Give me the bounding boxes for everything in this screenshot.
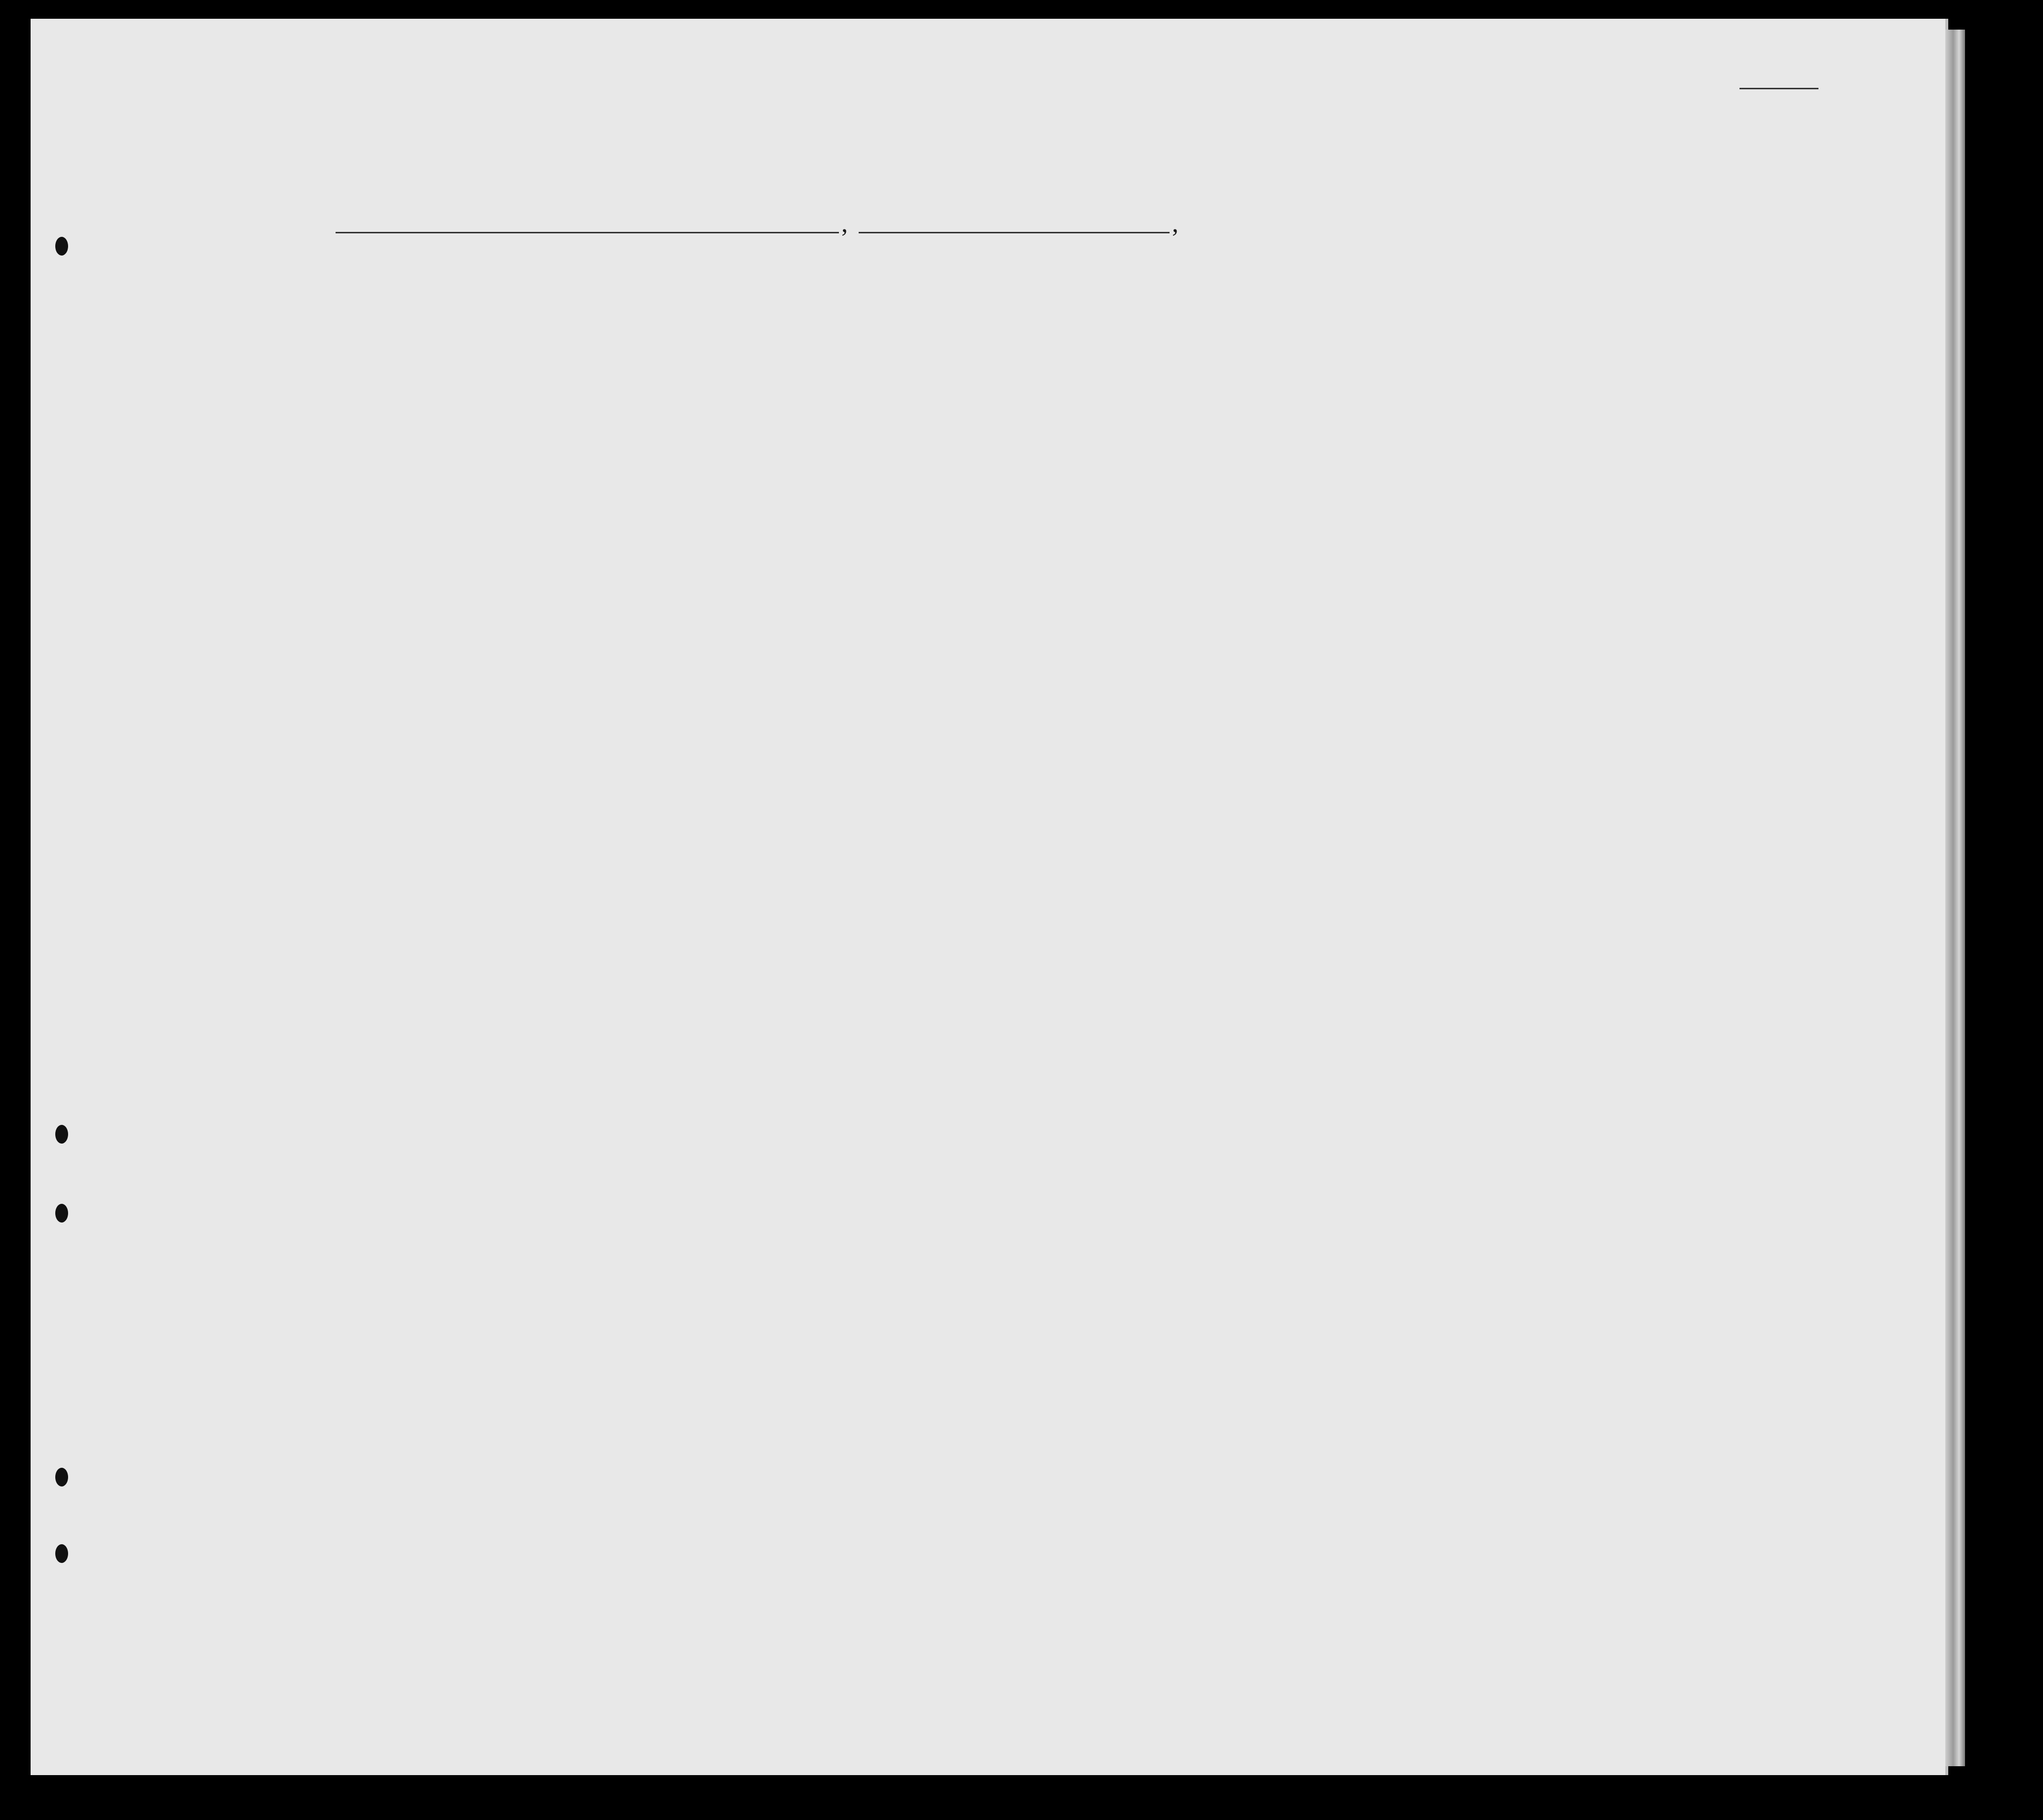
header-purpose-citizen bbox=[1223, 306, 1243, 419]
header-purpose-length bbox=[1174, 306, 1194, 419]
date-comma: , bbox=[1172, 210, 1178, 238]
header-q30 bbox=[1446, 301, 1476, 419]
header-prison bbox=[1266, 301, 1295, 419]
header-q28 bbox=[1351, 301, 1391, 419]
comma: , bbox=[841, 210, 848, 238]
header-purpose-return bbox=[1114, 306, 1144, 419]
header-q29 bbox=[1400, 301, 1435, 419]
